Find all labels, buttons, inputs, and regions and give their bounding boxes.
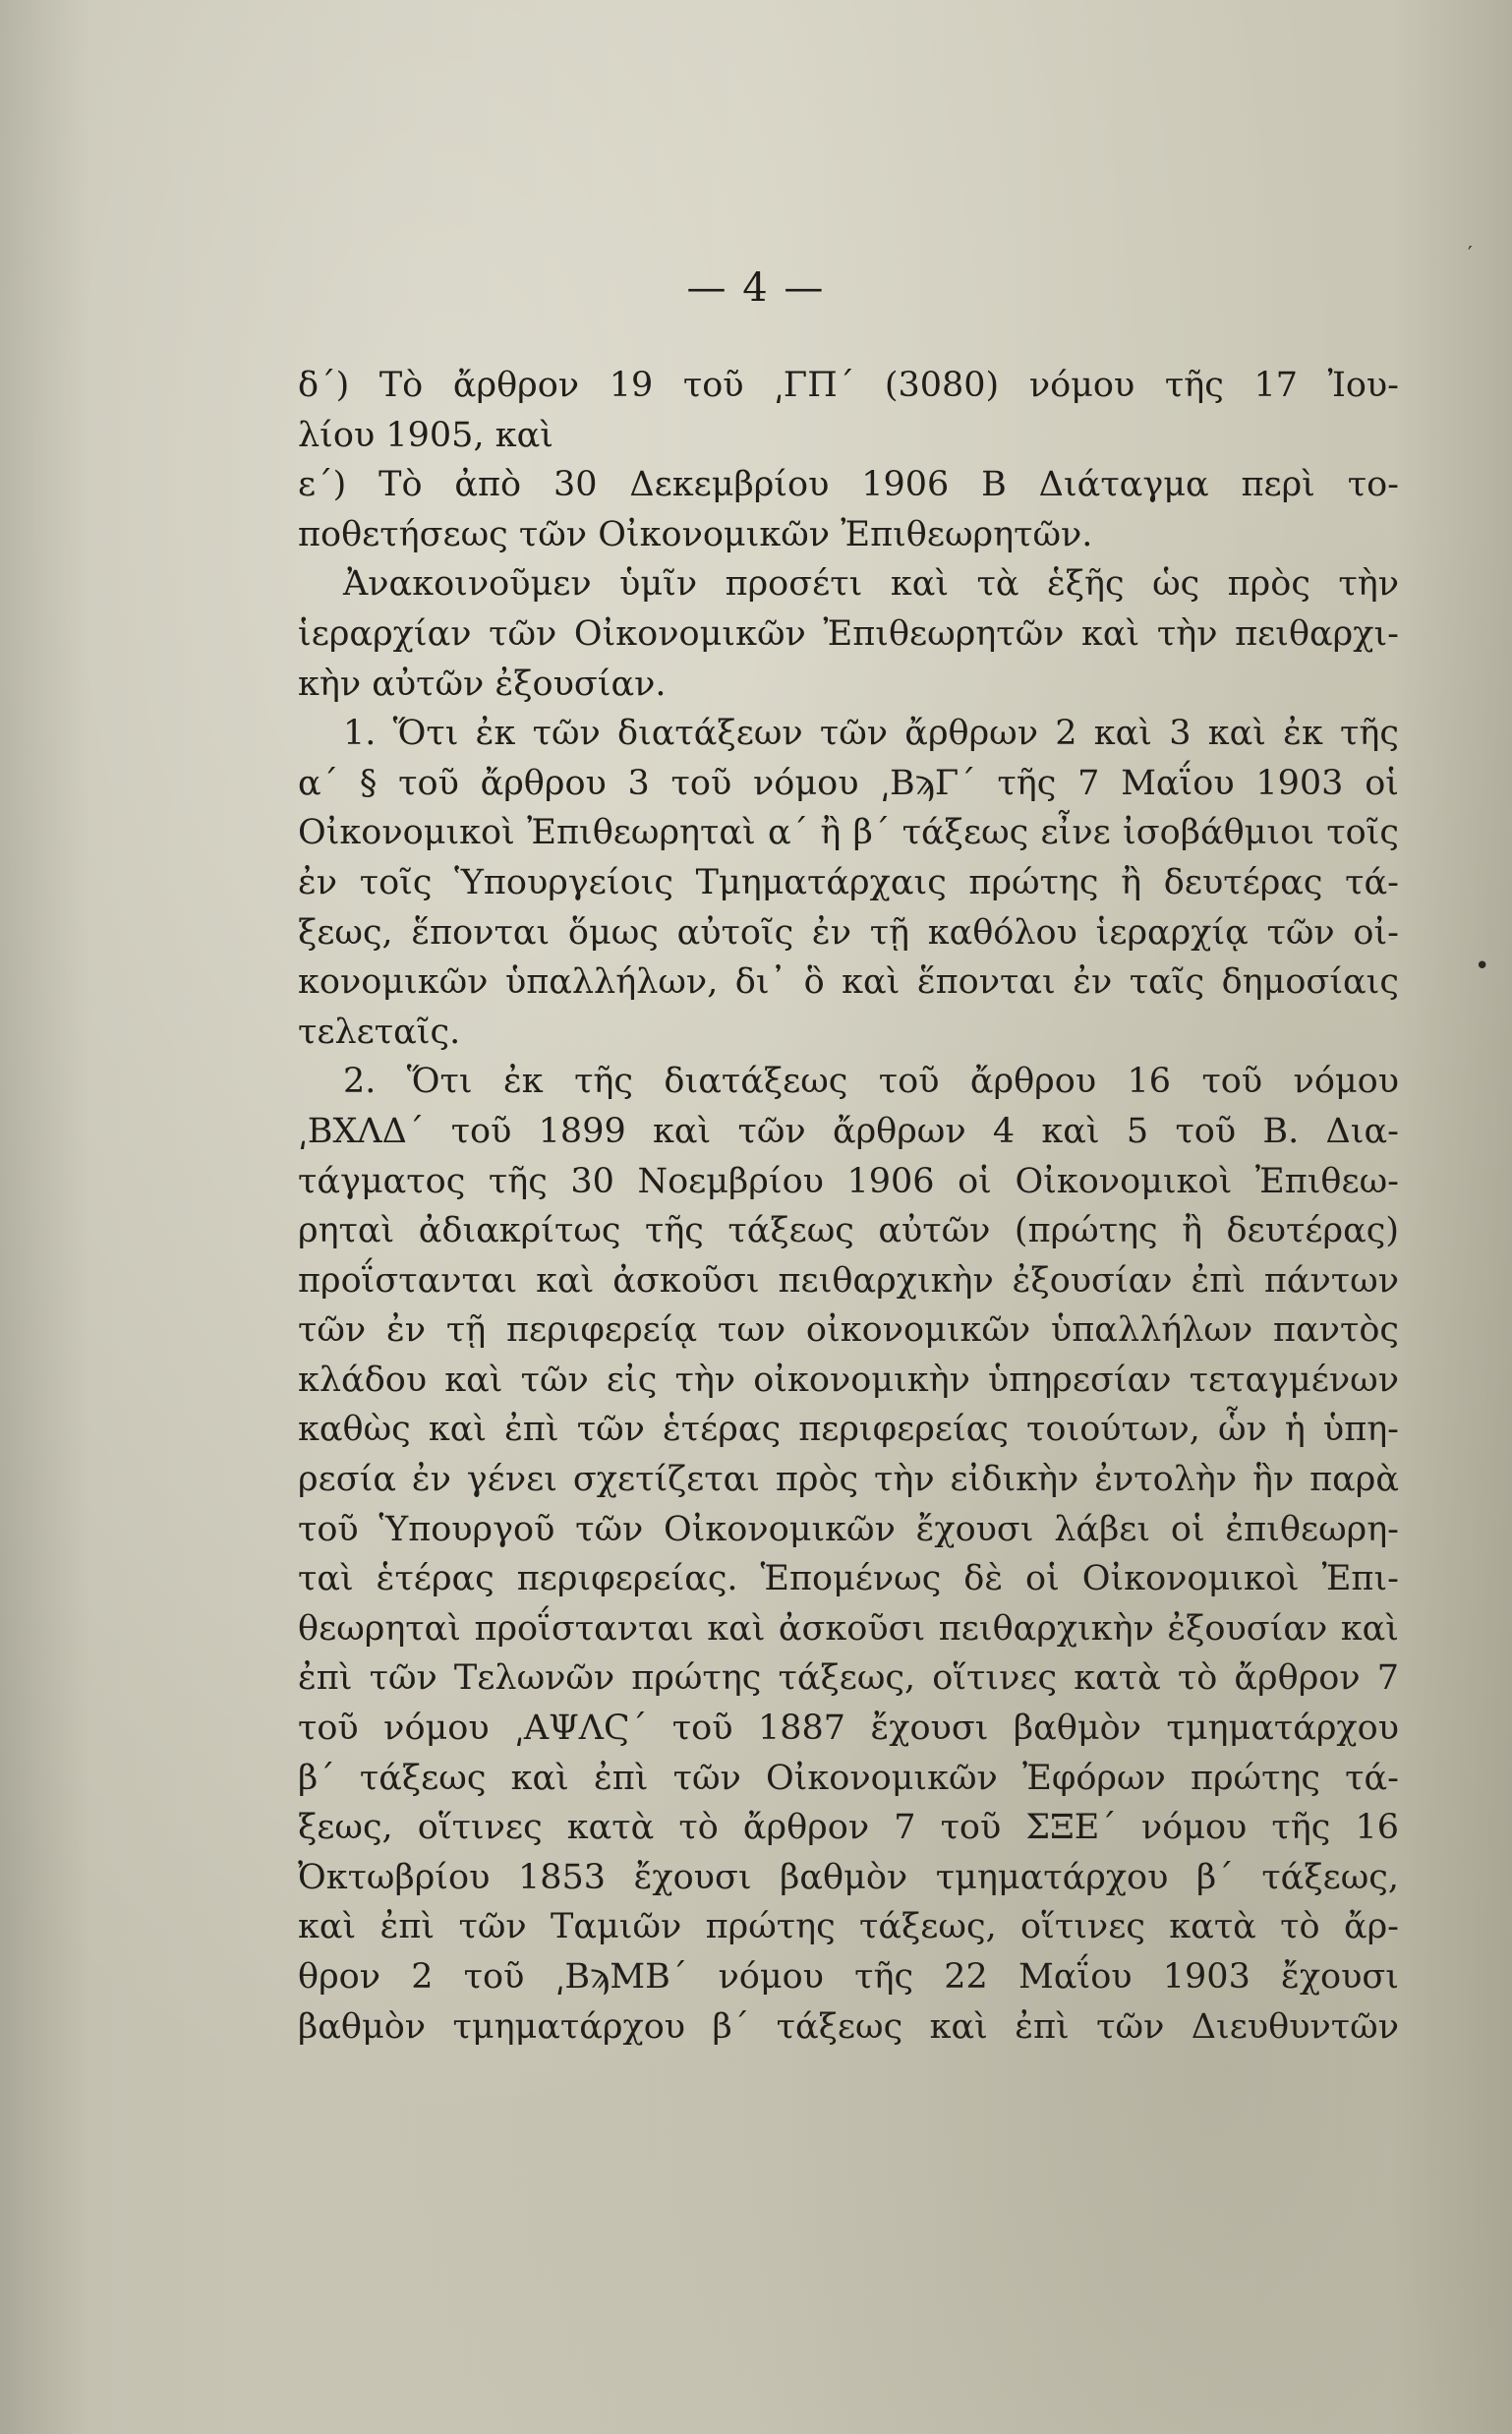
margin-speck: ′ [1468, 242, 1473, 265]
text-line: ποθετήσεως τῶν Οἰκονομικῶν Ἐπιθεωρητῶν. [298, 514, 1093, 554]
margin-dot: • [1475, 952, 1490, 981]
text-line: ρεσία ἐν γένει σχετίζεται πρὸς τὴν εἰδικὴν ἐντολὴν ἣν παρὰ [298, 1460, 1399, 1500]
text-line: τελεταῖς. [298, 1012, 461, 1052]
text-line: ἐν τοῖς Ὑπουργείοις Τμηματάρχαις πρώτης ἢ δευτέρας τά- [298, 862, 1399, 902]
page-number: — 4 — [686, 265, 826, 311]
text-line: α΄ § τοῦ ἄρθρου 3 τοῦ νόμου ͵ΒϡΓ΄ τῆς 7 Μαΐου 1903 οἱ [298, 763, 1399, 803]
text-line: ͵ΒΧΛΔ΄ τοῦ 1899 καὶ τῶν ἄρθρων 4 καὶ 5 τοῦ Β. Δια- [298, 1111, 1399, 1151]
text-line: κλάδου καὶ τῶν εἰς τὴν οἰκονομικὴν ὑπηρεσίαν τεταγμένων [298, 1360, 1399, 1400]
text-line: τοῦ Ὑπουργοῦ τῶν Οἰκονομικῶν ἔχουσι λάβει οἱ ἐπιθεωρη- [298, 1509, 1399, 1549]
body-text [298, 361, 1399, 2052]
text-line: ἐπὶ τῶν Τελωνῶν πρώτης τάξεως, οἵτινες κατὰ τὸ ἄρθρον 7 [298, 1658, 1399, 1699]
text-line: τῶν ἐν τῇ περιφερείᾳ των οἰκονομικῶν ὑπαλλήλων παντὸς [298, 1310, 1399, 1351]
text-line: θεωρηταὶ προΐστανται καὶ ἀσκοῦσι πειθαρχικὴν ἐξουσίαν καὶ [298, 1608, 1399, 1649]
text-line: ἱεραρχίαν τῶν Οἰκονομικῶν Ἐπιθεωρητῶν καὶ τὴν πειθαρχι- [298, 613, 1399, 654]
text-line: ε΄) Τὸ ἀπὸ 30 Δεκεμβρίου 1906 Β Διάταγμα περὶ το- [298, 465, 1399, 505]
text-line: καὶ ἐπὶ τῶν Ταμιῶν πρώτης τάξεως, οἵτινες κατὰ τὸ ἄρ- [298, 1907, 1399, 1947]
text-line: ρηταὶ ἀδιακρίτως τῆς τάξεως αὐτῶν (πρώτης ἢ δευτέρας) [298, 1211, 1399, 1251]
text-line: καθὼς καὶ ἐπὶ τῶν ἑτέρας περιφερείας τοιούτων, ὧν ἡ ὑπη- [298, 1410, 1399, 1450]
text-line: ξεως, οἵτινες κατὰ τὸ ἄρθρον 7 τοῦ ΣΞΕ΄ νόμου τῆς 16 [298, 1808, 1399, 1848]
text-line: τοῦ νόμου ͵ΑΨΛϚ΄ τοῦ 1887 ἔχουσι βαθμὸν τμηματάρχου [298, 1709, 1399, 1749]
text-line: ξεως, ἕπονται ὅμως αὐτοῖς ἐν τῇ καθόλου ἱεραρχίᾳ τῶν οἰ- [298, 912, 1399, 953]
text-line: Ὀκτωβρίου 1853 ἔχουσι βαθμὸν τμηματάρχου β΄ τάξεως, [298, 1857, 1399, 1897]
text-line: ταὶ ἑτέρας περιφερείας. Ἑπομένως δὲ οἱ Οἰκονομικοὶ Ἐπι- [298, 1559, 1399, 1599]
text-line: λίου 1905, καὶ [298, 415, 553, 455]
text-line: 2. Ὅτι ἐκ τῆς διατάξεως τοῦ ἄρθρου 16 τοῦ νόμου [343, 1062, 1399, 1102]
text-line: προΐστανται καὶ ἀσκοῦσι πειθαρχικὴν ἐξουσίαν ἐπὶ πάντων [298, 1260, 1399, 1301]
text-line: β΄ τάξεως καὶ ἐπὶ τῶν Οἰκονομικῶν Ἐφόρων πρώτης τά- [298, 1758, 1399, 1798]
text-line: θρον 2 τοῦ ͵ΒϡΜΒ΄ νόμου τῆς 22 Μαΐου 1903 ἔχουσι [298, 1957, 1399, 1997]
text-line: Οἰκονομικοὶ Ἐπιθεωρηταὶ α΄ ἢ β΄ τάξεως εἶνε ἰσοβάθμιοι τοῖς [298, 813, 1399, 853]
text-line: Ἀνακοινοῦμεν ὑμῖν προσέτι καὶ τὰ ἑξῆς ὡς πρὸς τὴν [343, 564, 1399, 605]
text-line: κὴν αὐτῶν ἐξουσίαν. [298, 664, 667, 704]
text-line: κονομικῶν ὑπαλλήλων, δι᾽ ὃ καὶ ἕπονται ἐν ταῖς δημοσίαις [298, 962, 1399, 1003]
text-line: δ΄) Τὸ ἄρθρον 19 τοῦ ͵ΓΠ΄ (3080) νόμου τῆς 17 Ἰου- [298, 366, 1399, 405]
text-line: τάγματος τῆς 30 Νοεμβρίου 1906 οἱ Οἰκονομικοὶ Ἐπιθεω- [298, 1161, 1399, 1201]
text-line: βαθμὸν τμηματάρχου β΄ τάξεως καὶ ἐπὶ τῶν Διευθυντῶν [298, 2006, 1399, 2047]
text-line: 1. Ὅτι ἐκ τῶν διατάξεων τῶν ἄρθρων 2 καὶ 3 καὶ ἐκ τῆς [343, 714, 1399, 754]
